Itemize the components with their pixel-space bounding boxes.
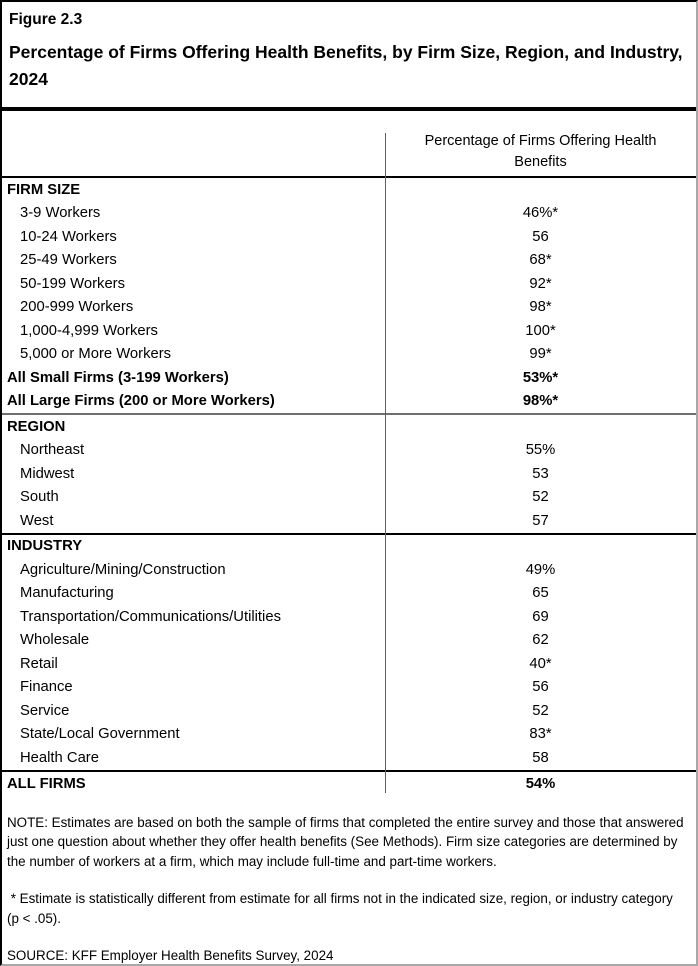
row-value: 65 [532, 585, 549, 602]
source-text: SOURCE: KFF Employer Health Benefits Survey, 2024 [7, 948, 334, 963]
row-value: 83* [529, 726, 552, 743]
row-label: Midwest [20, 465, 75, 482]
row-value: 99* [529, 346, 552, 363]
section-header-row [2, 535, 696, 559]
table-row [2, 296, 696, 320]
table-row [2, 272, 696, 296]
section-header-label: FIRM SIZE [7, 181, 81, 198]
row-label: South [20, 489, 59, 506]
row-label: 10-24 Workers [20, 228, 117, 245]
row-value: 53%* [522, 369, 559, 386]
row-value: 98* [529, 299, 552, 316]
row-value: 53 [532, 465, 549, 482]
table-section [2, 413, 696, 533]
table-sections [2, 178, 696, 796]
table-row [2, 582, 696, 606]
table-row [2, 439, 696, 463]
section-header-label: REGION [7, 418, 66, 435]
section-header-row [2, 415, 696, 439]
row-label: Transportation/Communications/Utilities [20, 608, 281, 625]
figure-header [2, 2, 696, 111]
section-header-row [2, 772, 696, 796]
table-row [2, 319, 696, 343]
table-row [2, 746, 696, 770]
row-label: Agriculture/Mining/Construction [20, 561, 226, 578]
benefits-table [2, 111, 696, 796]
row-value: 69 [532, 608, 549, 625]
row-value: 58 [532, 749, 549, 766]
row-value: 68* [529, 252, 552, 269]
row-label: 200-999 Workers [20, 299, 134, 316]
row-label: Retail [20, 655, 58, 672]
table-row [2, 558, 696, 582]
row-label: 3-9 Workers [20, 205, 101, 222]
table-row [2, 605, 696, 629]
row-label: Northeast [20, 442, 85, 459]
column-divider [385, 133, 386, 793]
section-header-label: ALL FIRMS [7, 775, 86, 792]
row-label: Health Care [20, 749, 99, 766]
row-value: 52 [532, 489, 549, 506]
figure-title: Percentage of Firms Offering Health Benefits, by Firm Size, Region, and Industry, 2024 [9, 42, 683, 89]
table-section [2, 178, 696, 413]
table-row [2, 629, 696, 653]
table-row [2, 486, 696, 510]
row-value: 55% [525, 442, 556, 459]
row-value: 92* [529, 275, 552, 292]
row-value: 46%* [522, 205, 559, 222]
section-header-value: 54% [525, 775, 556, 792]
row-value: 62 [532, 632, 549, 649]
row-value: 56 [532, 679, 549, 696]
row-value: 57 [532, 512, 549, 529]
figure-label: Figure 2.3 [9, 11, 83, 28]
table-row [2, 509, 696, 533]
row-value: 56 [532, 228, 549, 245]
row-label: Finance [20, 679, 73, 696]
table-row [2, 652, 696, 676]
value-column-header: Percentage of Firms Offering Health Benefits [424, 133, 657, 170]
table-row [2, 390, 696, 414]
column-header-row [2, 111, 696, 178]
row-label: 25-49 Workers [20, 252, 117, 269]
table-row [2, 202, 696, 226]
row-label: West [20, 512, 54, 529]
row-label: 50-199 Workers [20, 275, 125, 292]
section-header-label: INDUSTRY [7, 538, 83, 555]
row-value: 40* [529, 655, 552, 672]
row-label: All Large Firms (200 or More Workers) [7, 393, 275, 410]
note-text: NOTE: Estimates are based on both the sample of firms that completed the entire survey and those that answered just one question about whether they offer health benefits (See Methods). Firm size categories are determined by the number of workers at a firm, which may include full-time and part-time workers. [7, 814, 684, 869]
footnotes [2, 796, 696, 966]
section-header-row [2, 178, 696, 202]
table-section [2, 770, 696, 796]
significance-note: * Estimate is statistically different from estimate for all firms not in the indicated size, region, or industry category (p < .05). [7, 891, 677, 926]
column-header-spacer [2, 111, 385, 176]
table-row [2, 723, 696, 747]
table-row [2, 366, 696, 390]
row-value: 100* [525, 322, 556, 339]
table-row [2, 676, 696, 700]
row-label: 1,000-4,999 Workers [20, 322, 158, 339]
table-row [2, 462, 696, 486]
row-label: All Small Firms (3-199 Workers) [7, 369, 229, 386]
row-value: 49% [525, 561, 556, 578]
row-label: Wholesale [20, 632, 90, 649]
table-row [2, 249, 696, 273]
row-value: 52 [532, 702, 549, 719]
row-label: State/Local Government [20, 726, 180, 743]
row-label: 5,000 or More Workers [20, 346, 172, 363]
table-row [2, 225, 696, 249]
row-label: Manufacturing [20, 585, 114, 602]
table-row [2, 699, 696, 723]
table-row [2, 343, 696, 367]
table-section [2, 533, 696, 770]
row-label: Service [20, 702, 70, 719]
row-value: 98%* [522, 393, 559, 410]
